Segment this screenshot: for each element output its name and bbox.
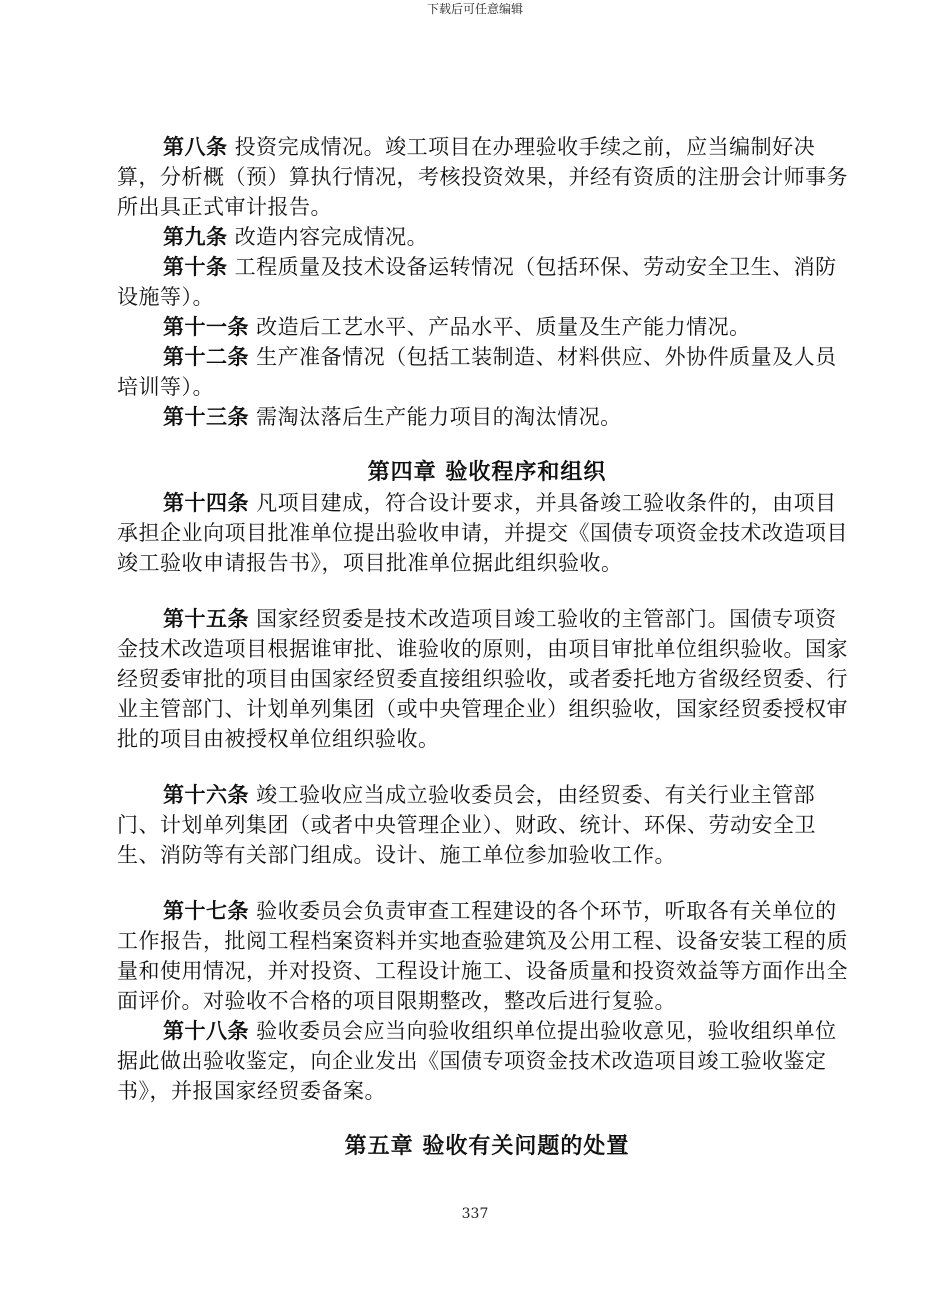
- chapter-4-heading: 第四章 验收程序和组织: [367, 460, 607, 485]
- article-label: 第十三条: [163, 405, 249, 429]
- page-header: 下载后可任意编辑: [426, 2, 523, 16]
- article-text: 凡项目建成，符合设计要求，并具备竣工验收条件的，由项目承担企业向项目批准单位提出验收申请，并提交《国债专项资金技术改造项目竣工验收申请报告书》，项目批准单位据此组织验收。: [117, 491, 848, 575]
- article-15: [117, 604, 857, 754]
- article-17: [117, 896, 857, 1016]
- article-12: [117, 342, 857, 402]
- article-9: [117, 222, 857, 252]
- chapter-5-heading: 第五章 验收有关问题的处置: [344, 1134, 630, 1159]
- article-label: 第十条: [163, 255, 228, 279]
- article-11: [117, 312, 857, 342]
- article-14: [117, 488, 857, 578]
- article-text: 验收委员会应当向验收组织单位提出验收意见，验收组织单位据此做出验收鉴定，向企业发出《国债专项资金技术改造项目竣工验收鉴定书》，并报国家经贸委备案。: [117, 1019, 837, 1103]
- article-label: 第九条: [163, 225, 228, 249]
- article-label: 第十八条: [163, 1019, 249, 1043]
- article-text: 投资完成情况。竣工项目在办理验收手续之前，应当编制好决算，分析概（预）算执行情况，考核投资效果，并经有资质的注册会计师事务所出具正式审计报告。: [117, 135, 848, 219]
- article-text: 需淘汰落后生产能力项目的淘汰情况。: [249, 405, 622, 429]
- article-text: 生产准备情况（包括工装制造、材料供应、外协件质量及人员培训等）。: [117, 345, 837, 399]
- article-16: [117, 780, 857, 870]
- article-18: [117, 1016, 857, 1106]
- article-text: 验收委员会负责审查工程建设的各个环节，听取各有关单位的工作报告，批阅工程档案资料并实地查验建筑及公用工程、设备安装工程的质量和使用情况，并对投资、工程设计施工、设备质量和投资效益等方面作出全面评价。对验收不合格的项目限期整改，整改后进行复验。: [117, 899, 848, 1013]
- article-label: 第十五条: [163, 607, 249, 631]
- page-number: 337: [461, 1206, 489, 1222]
- article-13: [117, 402, 857, 432]
- article-label: 第十四条: [163, 491, 249, 515]
- article-label: 第十一条: [163, 315, 249, 339]
- article-text: 国家经贸委是技术改造项目竣工验收的主管部门。国债专项资金技术改造项目根据谁审批、谁验收的原则，由项目审批单位组织验收。国家经贸委审批的项目由国家经贸委直接组织验收，或者委托地方省级经贸委、行业主管部门、计划单列集团（或中央管理企业）组织验收，国家经贸委授权审批的项目由被授权单位组织验收。: [117, 607, 848, 751]
- article-10: [117, 252, 857, 312]
- article-text: 竣工验收应当成立验收委员会，由经贸委、有关行业主管部门、计划单列集团（或者中央管理企业）、财政、统计、环保、劳动安全卫生、消防等有关部门组成。设计、施工单位参加验收工作。: [117, 783, 816, 867]
- article-text: 改造内容完成情况。: [227, 225, 429, 249]
- article-label: 第十七条: [163, 899, 249, 923]
- document-body: [117, 132, 857, 1162]
- article-label: 第十六条: [163, 783, 249, 807]
- article-label: 第十二条: [163, 345, 249, 369]
- article-label: 第八条: [163, 135, 228, 159]
- article-text: 工程质量及技术设备运转情况（包括环保、劳动安全卫生、消防设施等）。: [117, 255, 837, 309]
- article-text: 改造后工艺水平、产品水平、质量及生产能力情况。: [249, 315, 751, 339]
- article-8: [117, 132, 857, 222]
